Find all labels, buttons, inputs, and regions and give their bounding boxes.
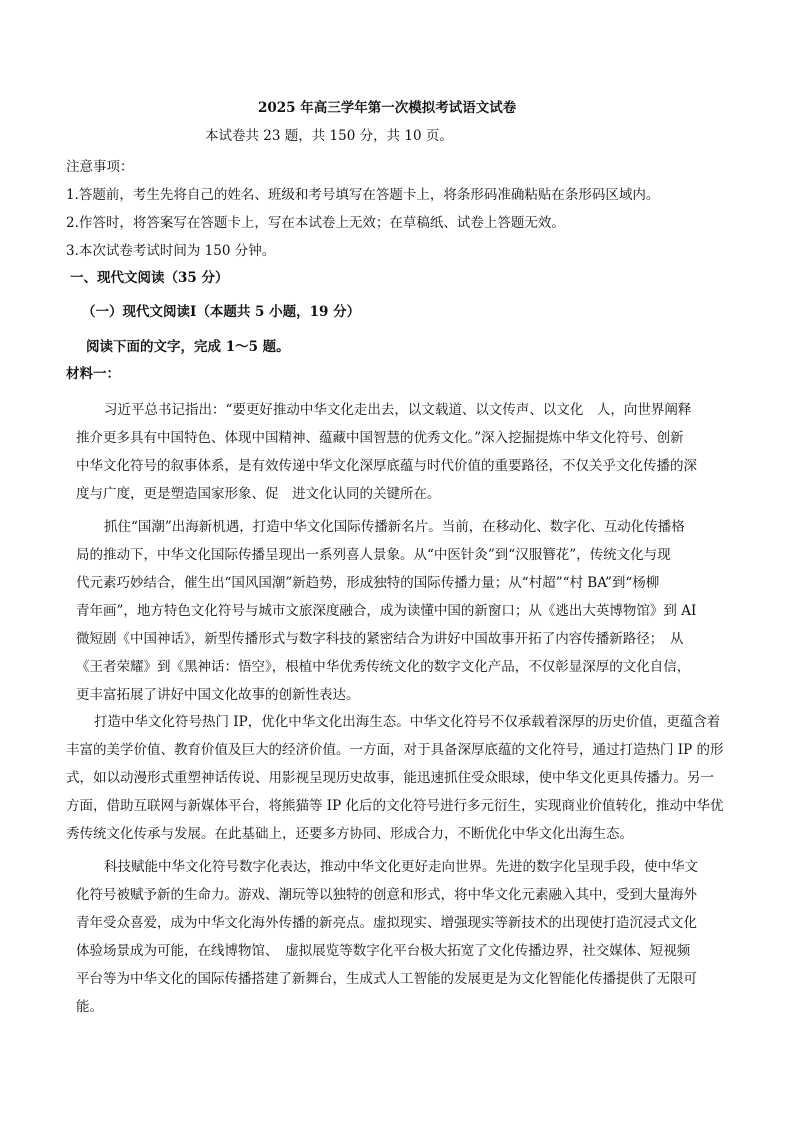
paragraph-3-line-3: 式，如以动漫形式重塑神话传说、用影视呈现历史故事，能迅速抓住受众眼球，使中华文化更具传播力。另一	[66, 770, 714, 786]
paragraph-1-line-1: 习近平总书记指出：“要更好推动中华文化走出去，以文载道、以文传声、以文化 人，向世界阐释	[104, 402, 692, 418]
reading-instruction: 阅读下面的文字，完成 1～5 题。	[86, 339, 290, 355]
paragraph-3-line-4: 方面，借助互联网与新媒体平台，将熊猫等 IP 化后的文化符号进行多元衍生，实现商业价值转化，推动中华优	[66, 798, 724, 814]
paragraph-1-line-2: 推介更多具有中国特色、体现中国精神、蕴藏中国智慧的优秀文化。”深入挖掘提炼中华文化符号、创新	[76, 430, 684, 446]
paragraph-4-line-6: 能。	[76, 999, 103, 1015]
exam-subtitle: 本试卷共 23 题，共 150 分，共 10 页。	[205, 128, 453, 144]
paragraph-3-line-1: 打造中华文化符号热门 IP，优化中华文化出海生态。中华文化符号不仅承载着深厚的历史价值，更蕴含着	[94, 714, 721, 730]
paragraph-2-line-1: 抓住“国潮”出海新机遇，打造中华文化国际传播新名片。当前，在移动化、数字化、互动化传播格	[104, 519, 685, 535]
exam-title: 2025 年高三学年第一次模拟考试语文试卷	[258, 100, 517, 116]
paragraph-4-line-1: 科技赋能中华文化符号数字化表达，推动中华文化更好走向世界。先进的数字化呈现手段，使中华文	[104, 859, 698, 875]
section-heading: 一、现代文阅读（35 分）	[70, 270, 229, 286]
paragraph-4-line-2: 化符号被赋予新的生命力。游戏、潮玩等以独特的创意和形式，将中华文化元素融入其中，受到大量海外	[76, 887, 697, 903]
paragraph-2-line-6: 《王者荣耀》到《黑神话：悟空》，根植中华优秀传统文化的数字文化产品，不仅彰显深厚的文化自信，	[76, 659, 691, 675]
paragraph-4-line-3: 青年受众喜爱，成为中华文化海外传播的新亮点。虚拟现实、增强现实等新技术的出现使打造沉浸式文化	[76, 915, 697, 931]
notice-item-2: 2.作答时，将答案写在答题卡上，写在本试卷上无效；在草稿纸、试卷上答题无效。	[66, 215, 565, 231]
paragraph-2-line-7: 更丰富拓展了讲好中国文化故事的创新性表达。	[76, 687, 360, 703]
paragraph-3-line-5: 秀传统文化传承与发展。在此基础上，还要多方协同、形成合力，不断优化中华文化出海生态。	[66, 826, 633, 842]
material-label: 材料一：	[66, 366, 120, 382]
paragraph-4-line-4: 体验场景成为可能，在线博物馆、 虚拟展览等数字化平台极大拓宽了文化传播边界，社交媒体、短视频	[76, 943, 691, 959]
paragraph-1-line-4: 度与广度，更是塑造国家形象、促 进文化认同的关键所在。	[76, 486, 441, 502]
paragraph-2-line-3: 代元素巧妙结合，催生出“国风国潮”新趋势，形成独特的国际传播力量；从“村超”“村 BA”到“杨柳	[76, 575, 660, 591]
paragraph-1-line-3: 中华文化符号的叙事体系，是有效传递中华文化深厚底蕴与时代价值的重要路径，不仅关乎文化传播的深	[76, 458, 697, 474]
paragraph-2-line-5: 微短剧《中国神话》，新型传播形式与数字科技的紧密结合为讲好中国故事开拓了内容传播新路径； 从	[76, 631, 684, 647]
notice-item-3: 3.本次试卷考试时间为 150 分钟。	[66, 243, 276, 259]
paragraph-4-line-5: 平台等为中华文化的国际传播搭建了新舞台，生成式人工智能的发展更是为文化智能化传播提供了无限可	[76, 971, 697, 987]
paragraph-3-line-2: 丰富的美学价值、教育价值及巨大的经济价值。一方面，对于具备深厚底蕴的文化符号，通过打造热门 IP 的形	[66, 742, 724, 758]
notice-item-1: 1.答题前，考生先将自己的姓名、班级和考号填写在答题卡上，将条形码准确粘贴在条形码区域内。	[66, 187, 660, 203]
paragraph-2-line-2: 局的推动下，中华文化国际传播呈现出一系列喜人景象。从“中医针灸”到“汉服簪花”，传统文化与现	[76, 547, 671, 563]
sub-section-heading: （一）现代文阅读Ⅰ（本题共 5 小题，19 分）	[82, 304, 361, 320]
notice-heading: 注意事项：	[66, 159, 134, 175]
paragraph-2-line-4: 青年画”，地方特色文化符号与城市文旅深度融合，成为读懂中国的新窗口；从《逃出大英博物馆》到 AI	[76, 603, 697, 619]
